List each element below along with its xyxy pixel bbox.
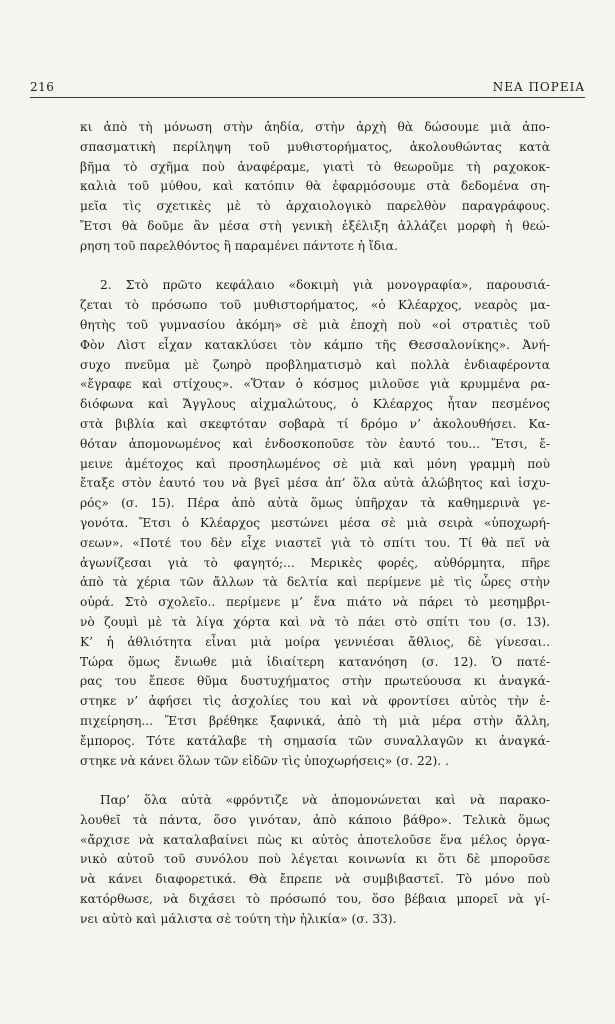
text-line: κατόρθωσε, νὰ διχάσει τὸ πρόσωπό του, ὅσο βέβαια μπορεῖ νὰ γί- bbox=[80, 892, 550, 907]
text-line: νει αὐτὸ καὶ μάλιστα σὲ τούτη τὴν ἡλικία» (σ. 33). bbox=[80, 911, 397, 926]
text-line: διόφωνα καὶ Ἄγγλους αἰχμαλώτους, ὁ Κλέαρχος ἦταν πεσμένος bbox=[80, 397, 550, 412]
text-line: ἀγωνίζεσαι γιὰ τὸ φαγητό;... Μερικὲς φορές, αὐθόρμητα, πῆρε bbox=[80, 555, 550, 570]
text-line: «ἔγραφε καὶ στίχους». «Ὅταν ὁ κόσμος μιλοῦσε γιὰ κρυμμένα ρα- bbox=[80, 377, 550, 392]
text-line: οὐρά. Στὸ σχολεῖο.. περίμενε μ’ ἕνα πιάτο νὰ πάρει τὸ μεσημβρι- bbox=[80, 595, 550, 610]
text-line: ζεται τὸ πρόσωπο τοῦ μυθιστορήματος, «ὁ Κλέαρχος, νεαρὸς μα- bbox=[80, 298, 550, 313]
text-line: βῆμα τὸ σχῆμα ποὺ ἀναφέραμε, γιατὶ τὸ θεωροῦμε τὴ ραχοκοκ- bbox=[80, 159, 550, 174]
text-line: 2. Στὸ πρῶτο κεφάλαιο «δοκιμὴ γιὰ μονογραφία», παρουσιά- bbox=[100, 278, 550, 293]
text-line: καλιὰ τοῦ μύθου, καὶ κατόπιν θὰ ἐφαρμόσουμε στὰ δεδομένα ση- bbox=[80, 179, 550, 194]
text-line: λουθεῖ τὰ πάντα, ὅσο γινόταν, ἀπὸ κάποιο βάθρο». Τελικὰ ὅμως bbox=[80, 812, 550, 827]
text-line: ρηση τοῦ παρελθόντος ἢ παραμένει πάντοτε ἡ ἴδια. bbox=[80, 238, 398, 253]
text-line: νὰ κάνει διαφορετικά. Θὰ ἔπρεπε νὰ συμβιβαστεῖ. Τὸ μόνο ποὺ bbox=[80, 872, 550, 887]
paragraph bbox=[80, 791, 550, 930]
text-line: στὰ βιβλία καὶ σκεφτόταν σοβαρὰ τί δρόμο ν’ ἀκολουθήσει. Κα- bbox=[80, 416, 550, 431]
text-line: συχο πνεῦμα μὲ ζωηρὸ προβληματισμὸ καὶ πολλὰ ἐνδιαφέροντα bbox=[80, 357, 550, 372]
text-line: νὸ ζουμὶ μὲ τὰ λίγα χόρτα καὶ νὰ τὸ πάει στὸ σπίτι του (σ. 13). bbox=[80, 614, 550, 629]
text-line: πιχείρηση... Ἔτσι βρέθηκε ξαφνικά, ἀπὸ τὴ μιὰ μέρα στὴν ἄλλη, bbox=[80, 713, 550, 728]
header-rule bbox=[30, 97, 585, 98]
text-line: μεινε ἀμέτοχος καὶ προσηλωμένος σὲ μιὰ καὶ μόνη γραμμὴ ποὺ bbox=[80, 456, 550, 471]
text-line: ἔμπορος. Τότε κατάλαβε τὴ σημασία τῶν συναλλαγῶν κι ἀναγκά- bbox=[80, 733, 550, 748]
text-line: «ἄρχισε νὰ καταλαβαίνει πὼς κι αὐτὸς ἀποτελοῦσε ἕνα μέλος ὀργα- bbox=[80, 832, 550, 847]
body-text bbox=[80, 118, 550, 930]
paragraph-gap bbox=[80, 257, 550, 277]
text-line: θητὴς τοῦ γυμνασίου ἀκόμη» σὲ μιὰ ἐποχὴ ποὺ «οἱ στρατιὲς τοῦ bbox=[80, 317, 550, 332]
text-line: νικὸ αὐτοῦ τοῦ συνόλου ποὺ λέγεται κοινωνία κι ὅτι δὲ μποροῦσε bbox=[80, 852, 550, 867]
text-line: ρός» (σ. 15). Πέρα ἀπὸ αὐτὰ ὅμως ὑπῆρχαν τὰ καθημερινὰ γε- bbox=[80, 496, 550, 511]
text-line: ρας του ἔπεσε θῦμα δυστυχήματος στὴν πρωτεύουσα κι ἀναγκά- bbox=[80, 674, 550, 689]
paragraph-gap bbox=[80, 771, 550, 791]
text-line: μεῖα τὶς σχετικὲς μὲ τὸ ἀρχαιολογικὸ παρελθὸν παραγράφους. bbox=[80, 199, 550, 214]
text-line: στηκε ν’ ἀφήσει τὶς ἀσχολίες του καὶ νὰ φροντίσει αὐτὸς τὴν ἐ- bbox=[80, 694, 550, 709]
text-line: Τώρα ὅμως ἔνιωθε μιὰ ἰδιαίτερη κατανόηση (σ. 12). Ὁ πατέ- bbox=[80, 654, 550, 669]
text-line: στηκε νὰ κάνει ὅλων τῶν εἰδῶν τὶς ὑποχωρήσεις» (σ. 22). . bbox=[80, 753, 449, 768]
text-line: Κ’ ἡ ἀθλιότητα εἶναι μιὰ μοίρα γεννιέσαι ἄθλιος, δὲ γίνεσαι.. bbox=[80, 634, 550, 649]
page-number: 216 bbox=[30, 80, 55, 94]
text-line: σπασματικὴ περίληψη τοῦ μυθιστορήματος, ἀκολουθώντας κατὰ bbox=[80, 139, 550, 154]
text-line: ἔταξε στὸν ἑαυτό του νὰ βγεῖ μέσα ἀπ’ ὅλα αὐτὰ ἀλώβητος καὶ ἰσχυ- bbox=[80, 476, 550, 491]
text-line: ἀπὸ τὰ χέρια τῶν ἄλλων τὰ δελτία καὶ περίμενε μὲ τὶς ὧρες στὴν bbox=[80, 575, 550, 590]
text-line: κι ἀπὸ τὴ μόνωση στὴν ἀηδία, στὴν ἀρχὴ θὰ δώσουμε μιὰ ἀπο- bbox=[80, 120, 550, 134]
text-line: θόταν ἀπομονωμένος καὶ ἐνδοσκοποῦσε τὸν ἑαυτό του... Ἔτσι, ἔ- bbox=[80, 436, 550, 451]
paragraph bbox=[80, 118, 550, 257]
page-header bbox=[30, 80, 585, 98]
text-line: Ἔτσι θὰ δοῦμε ἂν μέσα στὴ γενικὴ ἐξέλιξη ἀλλάζει μορφὴ ἡ θεώ- bbox=[80, 218, 550, 233]
text-line: γονότα. Ἔτσι ὁ Κλέαρχος μεστώνει μέσα σὲ μιὰ σειρὰ «ὑποχωρή- bbox=[80, 515, 550, 530]
text-line: Παρ’ ὅλα αὐτὰ «φρόντιζε νὰ ἀπομονώνεται καὶ νὰ παρακο- bbox=[100, 793, 550, 808]
paragraph bbox=[80, 276, 550, 771]
text-line: Φὸν Λὶστ εἶχαν κατακλύσει τὸν κάμπο τῆς Θεσσαλονίκης». Ἀνή- bbox=[80, 337, 550, 352]
text-line: σεων». «Ποτέ του δὲν εἶχε νιαστεῖ γιὰ τὸ σπίτι του. Τί θὰ πεῖ νὰ bbox=[80, 535, 550, 550]
running-title: ΝΕΑ ΠΟΡΕΙΑ bbox=[492, 80, 585, 94]
